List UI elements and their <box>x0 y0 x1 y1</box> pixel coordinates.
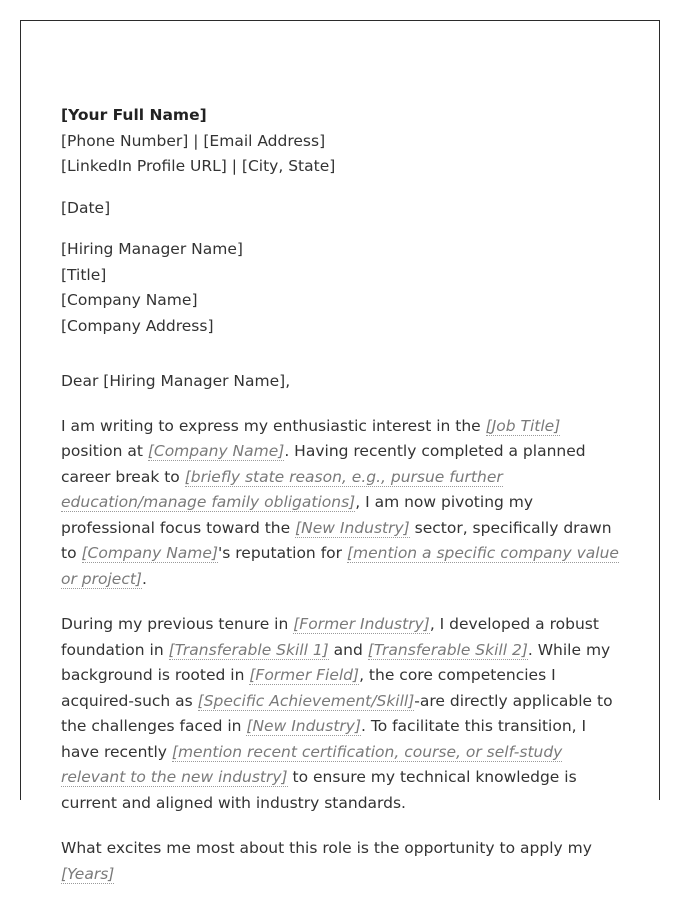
text-run: position at <box>61 442 148 460</box>
salutation-block <box>61 369 621 395</box>
recipient-company: [Company Name] <box>61 291 198 309</box>
text-run: , the core competencies I acquired-such as <box>61 666 556 710</box>
recipient-name: [Hiring Manager Name] <box>61 240 243 258</box>
text-run: . Having recently completed a planned career break to <box>61 442 586 486</box>
letter-date: [Date] <box>61 198 111 217</box>
placeholder-specific-achievement: [Specific Achievement/Skill] <box>197 691 415 710</box>
paragraph-experience <box>61 612 621 816</box>
placeholder-company-value: [mention a specific company value or project] <box>61 544 619 588</box>
text-run: , I developed a robust foundation in <box>61 615 599 659</box>
sender-contact-line-1: [Phone Number] | [Email Address] <box>61 131 326 150</box>
text-run: , I am now pivoting my professional focus toward the <box>61 493 534 537</box>
text-run: -are directly applicable to the challenges faced in <box>61 691 613 735</box>
recipient-block <box>61 237 621 339</box>
placeholder-former-industry: [Former Industry] <box>293 615 430 633</box>
placeholder-job-title: [Job Title] <box>485 416 561 435</box>
placeholder-transferable-skill-2: [Transferable Skill 2] <box>367 640 528 659</box>
text-run: . While my background is rooted in <box>61 640 611 684</box>
text-run: I am writing to express my enthusiastic interest in the <box>61 416 486 435</box>
recipient-title: [Title] <box>61 265 107 284</box>
text-run: 's reputation for <box>218 544 347 562</box>
placeholder-company-name: [Company Name] <box>147 442 285 460</box>
placeholder-former-field: [Former Field] <box>249 666 360 684</box>
placeholder-new-industry: [New Industry] <box>295 518 410 537</box>
sender-block <box>61 103 621 180</box>
placeholder-company-name: [Company Name] <box>81 544 218 562</box>
text-run: During my previous tenure in <box>61 615 294 633</box>
placeholder-years: [Years] <box>61 864 115 883</box>
text-run: to ensure my technical knowledge is current and aligned with industry standards. <box>61 768 577 812</box>
placeholder-career-break-reason: [briefly state reason, e.g., pursue further education/manage family obligations] <box>61 467 503 511</box>
text-run: What excites me most about this role is the opportunity to apply my <box>61 839 592 857</box>
paragraph-intro <box>61 414 621 593</box>
text-run: and <box>328 640 368 659</box>
text-run: . <box>141 569 147 588</box>
recipient-address: [Company Address] <box>61 316 214 335</box>
sender-contact-line-2: [LinkedIn Profile URL] | [City, State] <box>61 157 336 175</box>
letter-body <box>61 103 621 887</box>
placeholder-transferable-skill-1: [Transferable Skill 1] <box>168 640 329 659</box>
letter-page <box>20 20 660 883</box>
salutation: Dear [Hiring Manager Name], <box>61 372 291 390</box>
paragraph-motivation <box>61 836 621 887</box>
text-run: . To facilitate this transition, I have recently <box>61 717 587 761</box>
text-run: sector, specifically drawn to <box>61 518 612 562</box>
sender-name: [Your Full Name] <box>61 106 207 124</box>
date-block <box>61 196 621 222</box>
placeholder-new-industry: [New Industry] <box>246 717 361 735</box>
placeholder-recent-certification: [mention recent certification, course, or self-study relevant to the new industry] <box>61 742 563 786</box>
